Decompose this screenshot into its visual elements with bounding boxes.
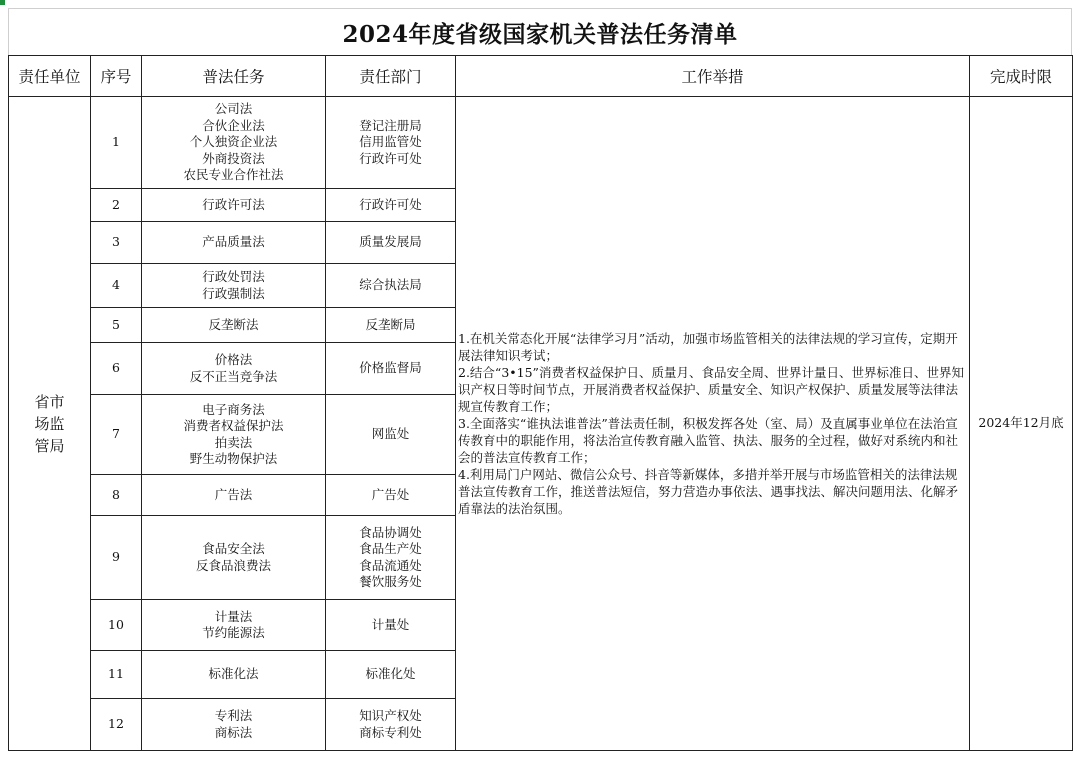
task-cell — [142, 308, 326, 343]
task-cell — [142, 516, 326, 600]
dept-name: 知识产权处 — [359, 708, 422, 723]
seq-cell: 9 — [91, 516, 142, 600]
dept-cell — [326, 600, 456, 651]
task-cell — [142, 600, 326, 651]
task-cell — [142, 395, 326, 475]
law-name: 农民专业合作社法 — [183, 167, 284, 183]
work-measures-cell — [456, 97, 970, 751]
law-name: 外商投资法 — [202, 150, 265, 166]
law-name: 公司法 — [214, 101, 253, 117]
measure-item: 3.全面落实“谁执法谁普法”普法责任制，积极发挥各处（室、局）及直属事业单位在法治宣传教育中的职能作用，将法治宣传教育融入监管、执法、服务的全过程，做好对系统内和社会的普法宣传教育工作； — [458, 416, 959, 465]
law-name: 野生动物保护法 — [189, 451, 278, 466]
cell-marker — [0, 0, 5, 5]
dept-name: 信用监管处 — [359, 134, 422, 150]
law-name: 节约能源法 — [202, 625, 265, 640]
law-name: 标准化法 — [208, 666, 259, 682]
dept-name: 商标专利处 — [359, 724, 422, 740]
table-row — [9, 97, 1073, 189]
law-name: 反垄断法 — [208, 316, 259, 332]
seq-cell: 10 — [91, 600, 142, 651]
dept-name: 质量发展局 — [359, 234, 422, 250]
dept-name: 食品协调处 — [359, 524, 422, 540]
seq-cell: 7 — [91, 395, 142, 475]
task-cell — [142, 651, 326, 699]
header-dept: 责任部门 — [326, 56, 456, 97]
dept-cell — [326, 475, 456, 516]
seq-cell: 6 — [91, 343, 142, 395]
task-cell — [142, 189, 326, 222]
seq-cell: 1 — [91, 97, 142, 189]
law-name: 反不正当竞争法 — [189, 368, 278, 384]
dept-name: 餐饮服务处 — [359, 574, 422, 589]
header-measures: 工作举措 — [456, 56, 970, 97]
law-name: 商标法 — [214, 724, 253, 740]
task-cell — [142, 264, 326, 308]
dept-name: 综合执法局 — [359, 277, 422, 293]
law-name: 价格法 — [214, 352, 253, 367]
seq-cell: 5 — [91, 308, 142, 343]
dept-cell — [326, 343, 456, 395]
law-name: 行政处罚法 — [202, 269, 265, 284]
measure-item: 1.在机关常态化开展“法律学习月”活动，加强市场监管相关的法律法规的学习宣传，定期开展法律知识考试； — [458, 331, 958, 363]
dept-cell — [326, 395, 456, 475]
dept-name: 计量处 — [371, 616, 410, 632]
task-cell — [142, 343, 326, 395]
header-deadline: 完成时限 — [970, 56, 1073, 97]
task-cell — [142, 475, 326, 516]
law-name: 食品安全法 — [202, 541, 265, 556]
dept-name: 食品流通处 — [359, 557, 422, 573]
header-task: 普法任务 — [142, 56, 326, 97]
task-table — [8, 55, 1073, 751]
law-name: 产品质量法 — [202, 234, 265, 250]
law-name: 行政强制法 — [202, 285, 265, 301]
law-name: 广告法 — [214, 486, 253, 502]
dept-cell — [326, 699, 456, 751]
deadline-cell: 2024年12月底 — [970, 97, 1073, 751]
dept-name: 食品生产处 — [359, 541, 422, 556]
law-name: 个人独资企业法 — [189, 134, 278, 150]
measure-item: 4.利用局门户网站、微信公众号、抖音等新媒体，多措并举开展与市场监管相关的法律法规普法宣传教育工作，推送普法短信，努力营造办事依法、遇事找法、解决问题用法、化解矛盾靠法的法治氛围。 — [458, 467, 959, 516]
dept-cell — [326, 97, 456, 189]
task-cell — [142, 222, 326, 264]
law-name: 计量法 — [214, 608, 253, 624]
dept-name: 价格监督局 — [359, 360, 422, 376]
seq-cell: 4 — [91, 264, 142, 308]
dept-cell — [326, 264, 456, 308]
dept-name: 广告处 — [371, 486, 410, 502]
law-name: 消费者权益保护法 — [183, 418, 284, 433]
seq-cell: 2 — [91, 189, 142, 222]
dept-cell — [326, 651, 456, 699]
dept-cell — [326, 222, 456, 264]
law-name: 反食品浪费法 — [195, 557, 271, 573]
header-unit: 责任单位 — [9, 56, 91, 97]
seq-cell: 8 — [91, 475, 142, 516]
law-name: 合伙企业法 — [202, 117, 265, 133]
page-title: 2024年度省级国家机关普法任务清单 — [8, 8, 1072, 55]
dept-name: 网监处 — [371, 426, 410, 442]
law-name: 拍卖法 — [214, 434, 253, 450]
header-row — [9, 56, 1073, 97]
dept-cell — [326, 516, 456, 600]
law-name: 行政许可法 — [202, 196, 265, 212]
dept-name: 反垄断局 — [365, 316, 416, 332]
law-name: 电子商务法 — [202, 401, 265, 417]
task-cell — [142, 699, 326, 751]
dept-name: 行政许可处 — [359, 150, 422, 166]
responsible-unit-cell: 省市场监管局 — [9, 97, 91, 751]
dept-name: 登记注册局 — [359, 117, 422, 133]
dept-cell — [326, 189, 456, 222]
dept-name: 行政许可处 — [359, 196, 422, 212]
dept-name: 标准化处 — [365, 666, 416, 682]
dept-cell — [326, 308, 456, 343]
seq-cell: 3 — [91, 222, 142, 264]
seq-cell: 12 — [91, 699, 142, 751]
task-cell — [142, 97, 326, 189]
law-name: 专利法 — [214, 708, 253, 723]
header-seq: 序号 — [91, 56, 142, 97]
seq-cell: 11 — [91, 651, 142, 699]
table-body — [9, 97, 1073, 751]
measure-item: 2.结合“3•15”消费者权益保护日、质量月、食品安全周、世界计量日、世界标准日、世界知识产权日等时间节点，开展消费者权益保护、质量安全、知识产权保护、质量发展等法律法规宣传教育工作； — [458, 365, 964, 414]
